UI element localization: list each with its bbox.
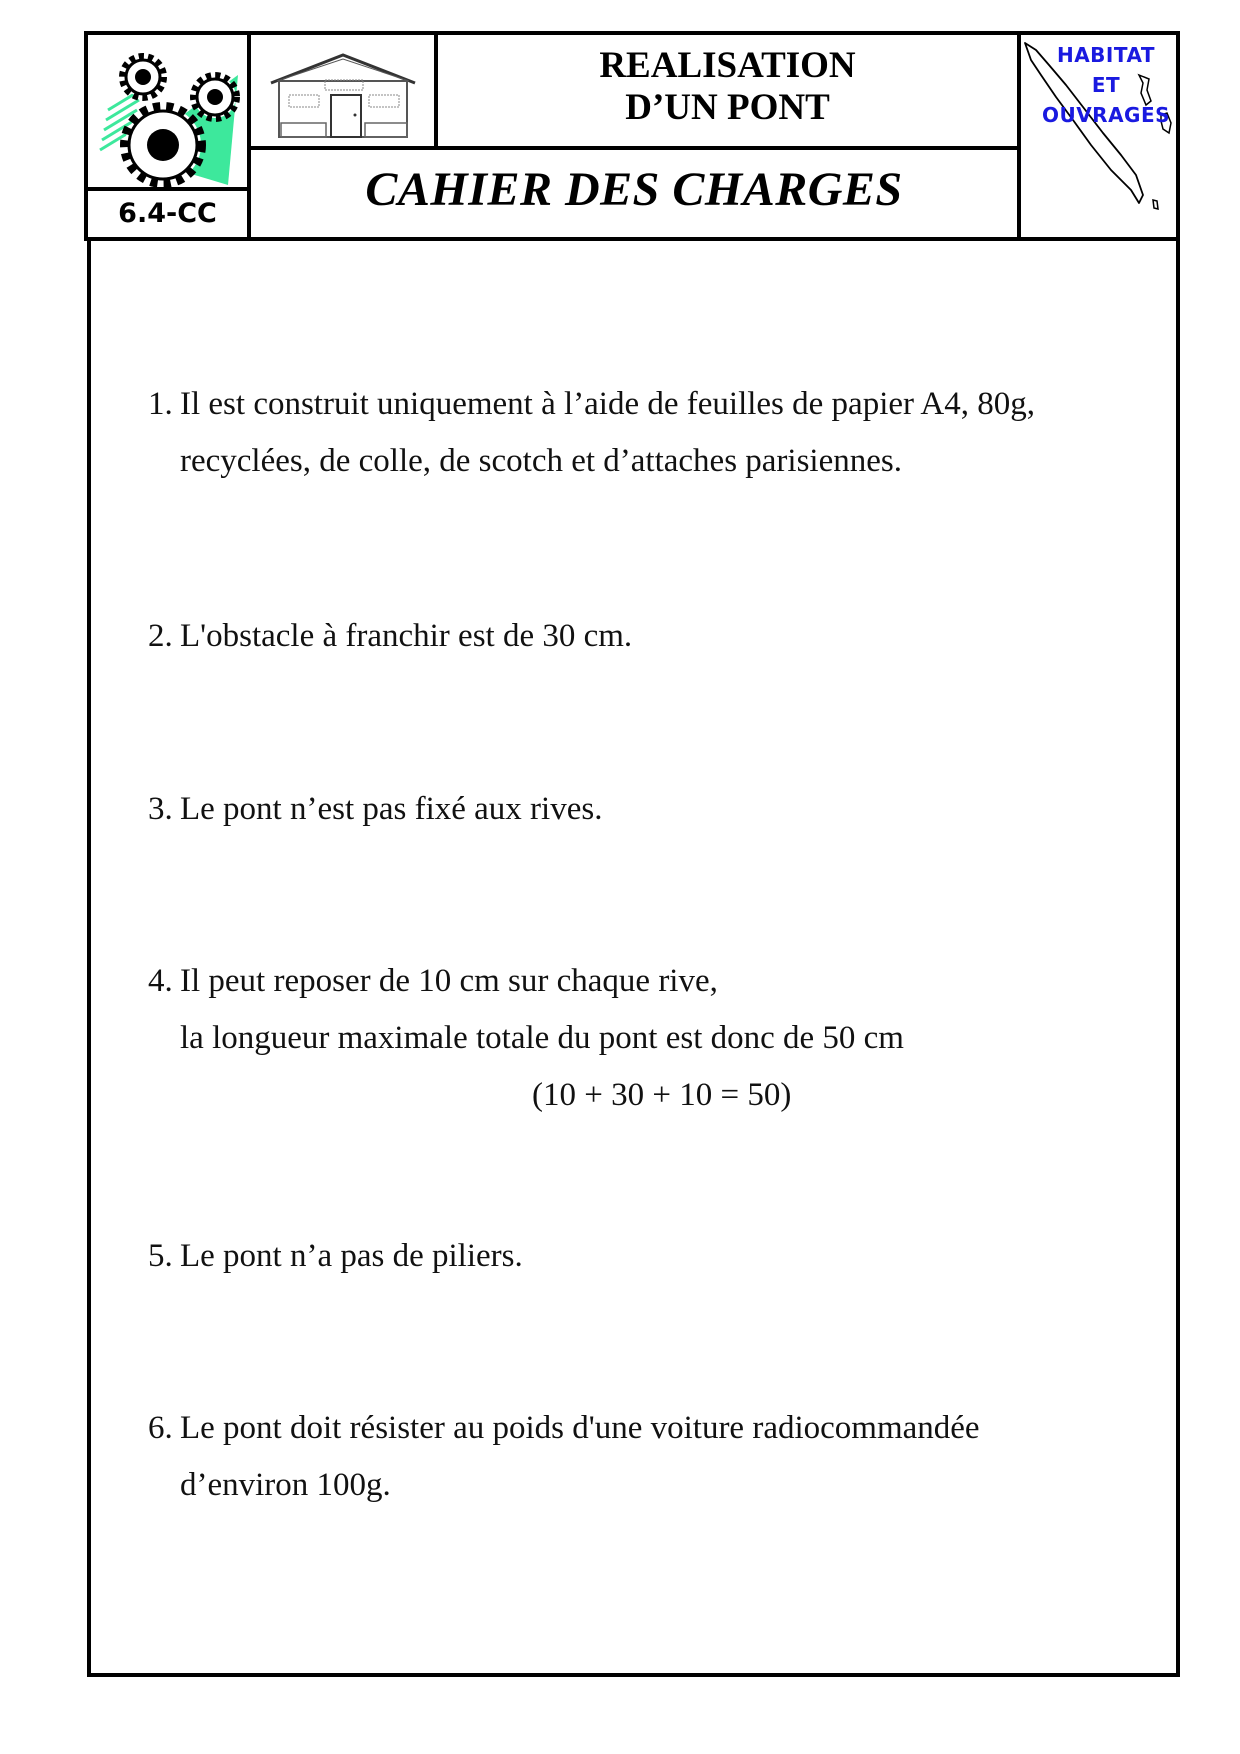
item-number: 2. <box>148 618 173 654</box>
document-code <box>84 187 251 241</box>
map-label-line1: HABITAT <box>1056 43 1156 67</box>
house-icon <box>251 35 434 146</box>
item-text-continued: la longueur maximale totale du pont est donc de 50 cm <box>180 1020 904 1056</box>
item-text: Il peut reposer de 10 cm sur chaque rive, <box>180 963 718 999</box>
requirement-item-2 <box>148 608 632 665</box>
page-subtitle: CAHIER DES CHARGES <box>365 163 903 216</box>
item-number: 3. <box>148 791 173 827</box>
subtitle-cell <box>247 146 1021 241</box>
house-cell <box>247 31 438 150</box>
item-text: Il est construit uniquement à l’aide de feuilles de papier A4, 80g, <box>180 386 1036 422</box>
page-title-line1: REALISATION <box>599 45 856 86</box>
requirement-item-3 <box>148 781 602 838</box>
item-text: Le pont n’a pas de piliers. <box>180 1238 523 1274</box>
item-number: 5. <box>148 1238 173 1274</box>
logo-cell <box>84 31 251 191</box>
map-label <box>1031 39 1181 131</box>
item-text-continued: d’environ 100g. <box>180 1467 391 1503</box>
page-title-line2: D’UN PONT <box>625 87 830 128</box>
item-text: Le pont doit résister au poids d'une voiture radiocommandée <box>180 1410 980 1446</box>
item-number: 4. <box>148 963 173 999</box>
requirement-item-6 <box>148 1400 980 1514</box>
item-text-continued: recyclées, de colle, de scotch et d’attaches parisiennes. <box>180 443 902 479</box>
item-text: L'obstacle à franchir est de 30 cm. <box>180 618 633 654</box>
requirement-item-1 <box>148 376 1035 490</box>
gears-icon <box>88 35 247 187</box>
header <box>84 31 1180 241</box>
item-number: 6. <box>148 1410 173 1446</box>
document-code-text: 6.4-CC <box>118 198 217 229</box>
map-cell <box>1017 31 1180 241</box>
map-label-line2: ET <box>1091 73 1121 97</box>
map-label-line3: OUVRAGES <box>1041 103 1171 127</box>
requirement-item-5 <box>148 1228 523 1285</box>
requirement-item-4 <box>148 953 904 1124</box>
title-cell <box>434 31 1021 150</box>
length-formula: (10 + 30 + 10 = 50) <box>532 1077 792 1113</box>
item-text: Le pont n’est pas fixé aux rives. <box>180 791 603 827</box>
item-number: 1. <box>148 386 173 422</box>
